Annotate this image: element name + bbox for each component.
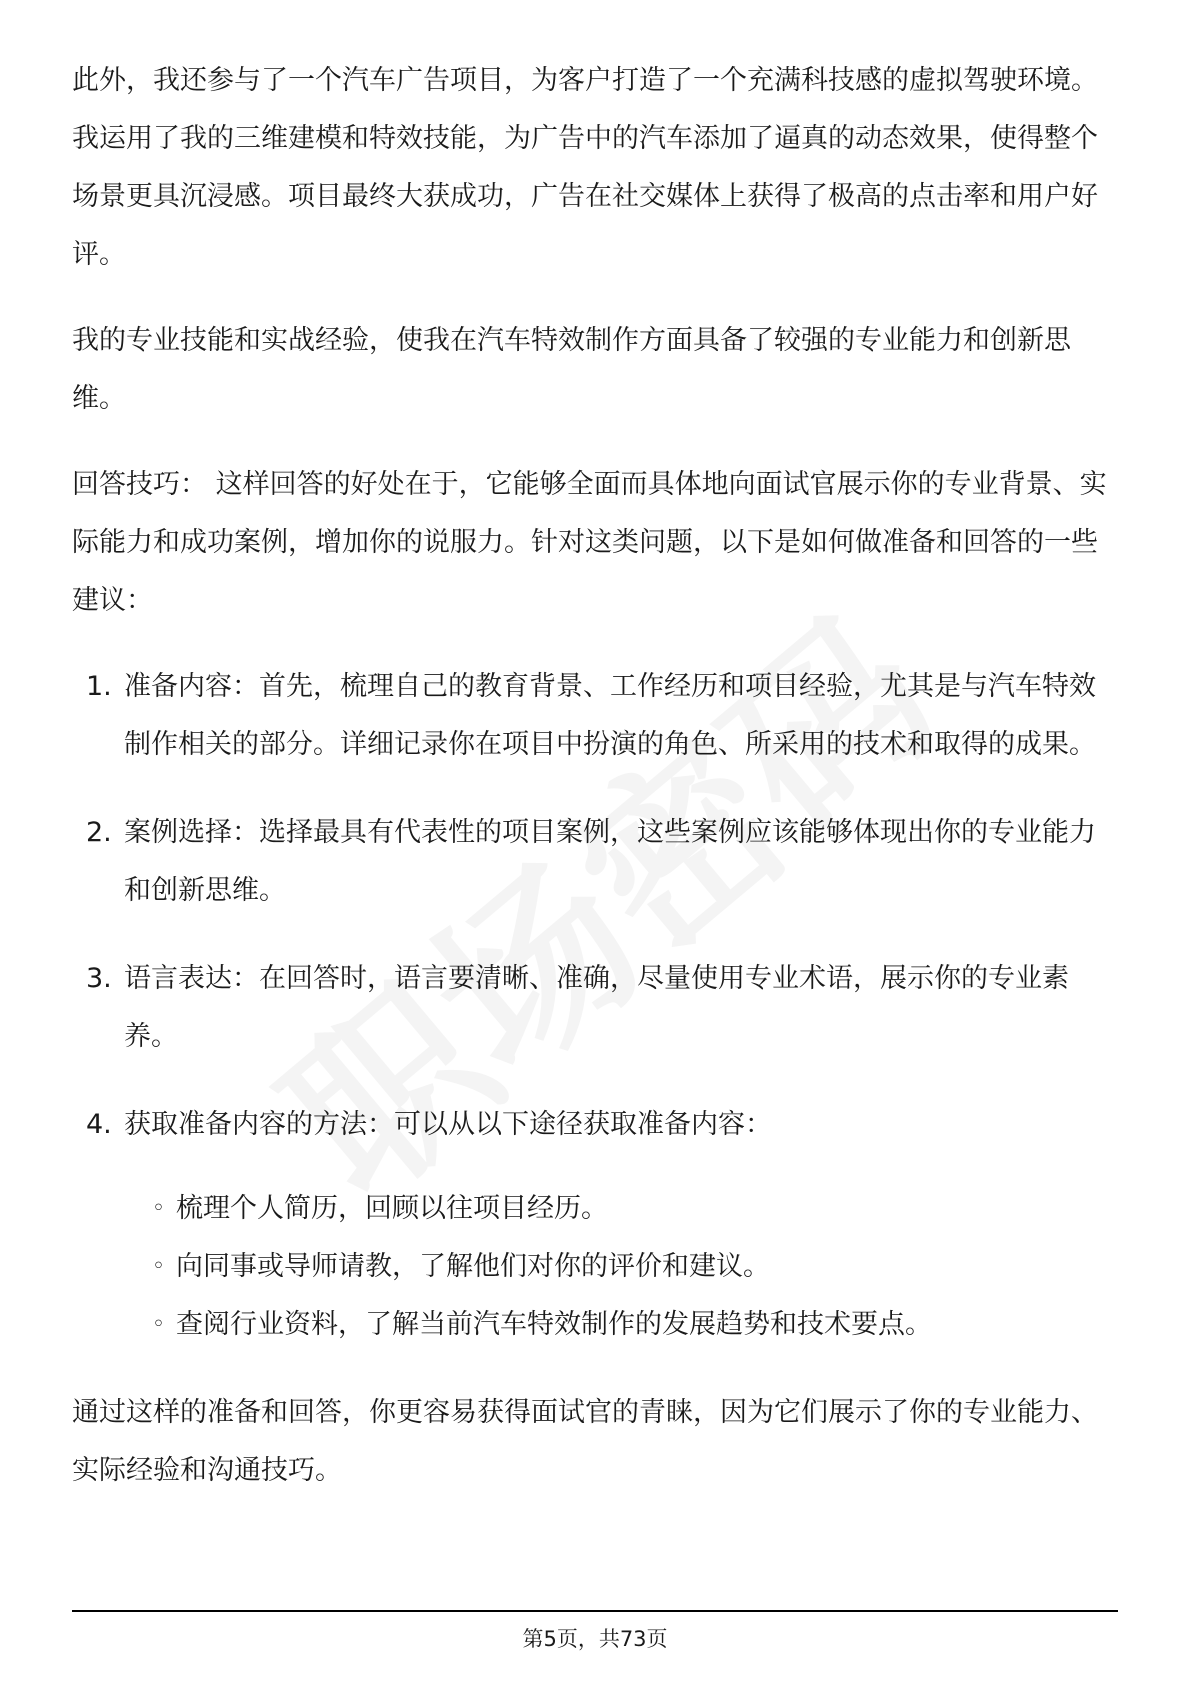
sub-list-item — [124, 1238, 1122, 1296]
sub-list-item-text: 向同事或导师请教，了解他们对你的评价和建议。 — [176, 1251, 770, 1282]
list-number: 4. — [86, 1109, 112, 1140]
sub-list-item-text: 查阅行业资料，了解当前汽车特效制作的发展趋势和技术要点。 — [176, 1309, 932, 1340]
list-item-text: 准备内容：首先，梳理自己的教育背景、工作经历和项目经验，尤其是与汽车特效制作相关的部分。详细记录你在项目中扮演的角色、所采用的技术和取得的成果。 — [124, 671, 1096, 760]
list-number: 3. — [86, 963, 112, 994]
bullet-icon: ◦ — [152, 1254, 165, 1279]
list-item — [72, 1096, 1122, 1354]
paragraph-skills-summary: 我的专业技能和实战经验，使我在汽车特效制作方面具备了较强的专业能力和创新思维。 — [72, 325, 1071, 414]
list-item-text: 案例选择：选择最具有代表性的项目案例，这些案例应该能够体现出你的专业能力和创新思维。 — [124, 817, 1096, 906]
sub-list-item — [124, 1296, 1122, 1354]
list-item-text: 获取准备内容的方法：可以从以下途径获取准备内容： — [124, 1109, 772, 1140]
footer-divider — [72, 1610, 1118, 1612]
list-number: 1. — [86, 671, 112, 702]
document-page — [72, 52, 1122, 1528]
paragraph-closing: 通过这样的准备和回答，你更容易获得面试官的青睐，因为它们展示了你的专业能力、实际经验和沟通技巧。 — [72, 1397, 1098, 1486]
paragraph-car-ad-project: 此外，我还参与了一个汽车广告项目，为客户打造了一个充满科技感的虚拟驾驶环境。我运用了我的三维建模和特效技能，为广告中的汽车添加了逼真的动态效果，使得整个场景更具沉浸感。项目最终大获成功，广告在社交媒体上获得了极高的点击率和用户好评。 — [72, 65, 1098, 270]
page-number: 第5页，共73页 — [522, 1627, 668, 1651]
sub-list-item — [124, 1180, 1122, 1238]
tips-list — [72, 658, 1122, 1354]
sub-list — [124, 1180, 1122, 1354]
list-item — [72, 950, 1122, 1066]
bullet-icon: ◦ — [152, 1196, 165, 1221]
list-item — [72, 804, 1122, 920]
bullet-icon: ◦ — [152, 1312, 165, 1337]
paragraph-answer-tips: 回答技巧： 这样回答的好处在于，它能够全面而具体地向面试官展示你的专业背景、实际能力和成功案例，增加你的说服力。针对这类问题，以下是如何做准备和回答的一些建议： — [72, 469, 1107, 616]
sub-list-item-text: 梳理个人简历，回顾以往项目经历。 — [176, 1193, 608, 1224]
list-item — [72, 658, 1122, 774]
list-number: 2. — [86, 817, 112, 848]
list-item-text: 语言表达：在回答时，语言要清晰、准确，尽量使用专业术语，展示你的专业素养。 — [124, 963, 1069, 1052]
